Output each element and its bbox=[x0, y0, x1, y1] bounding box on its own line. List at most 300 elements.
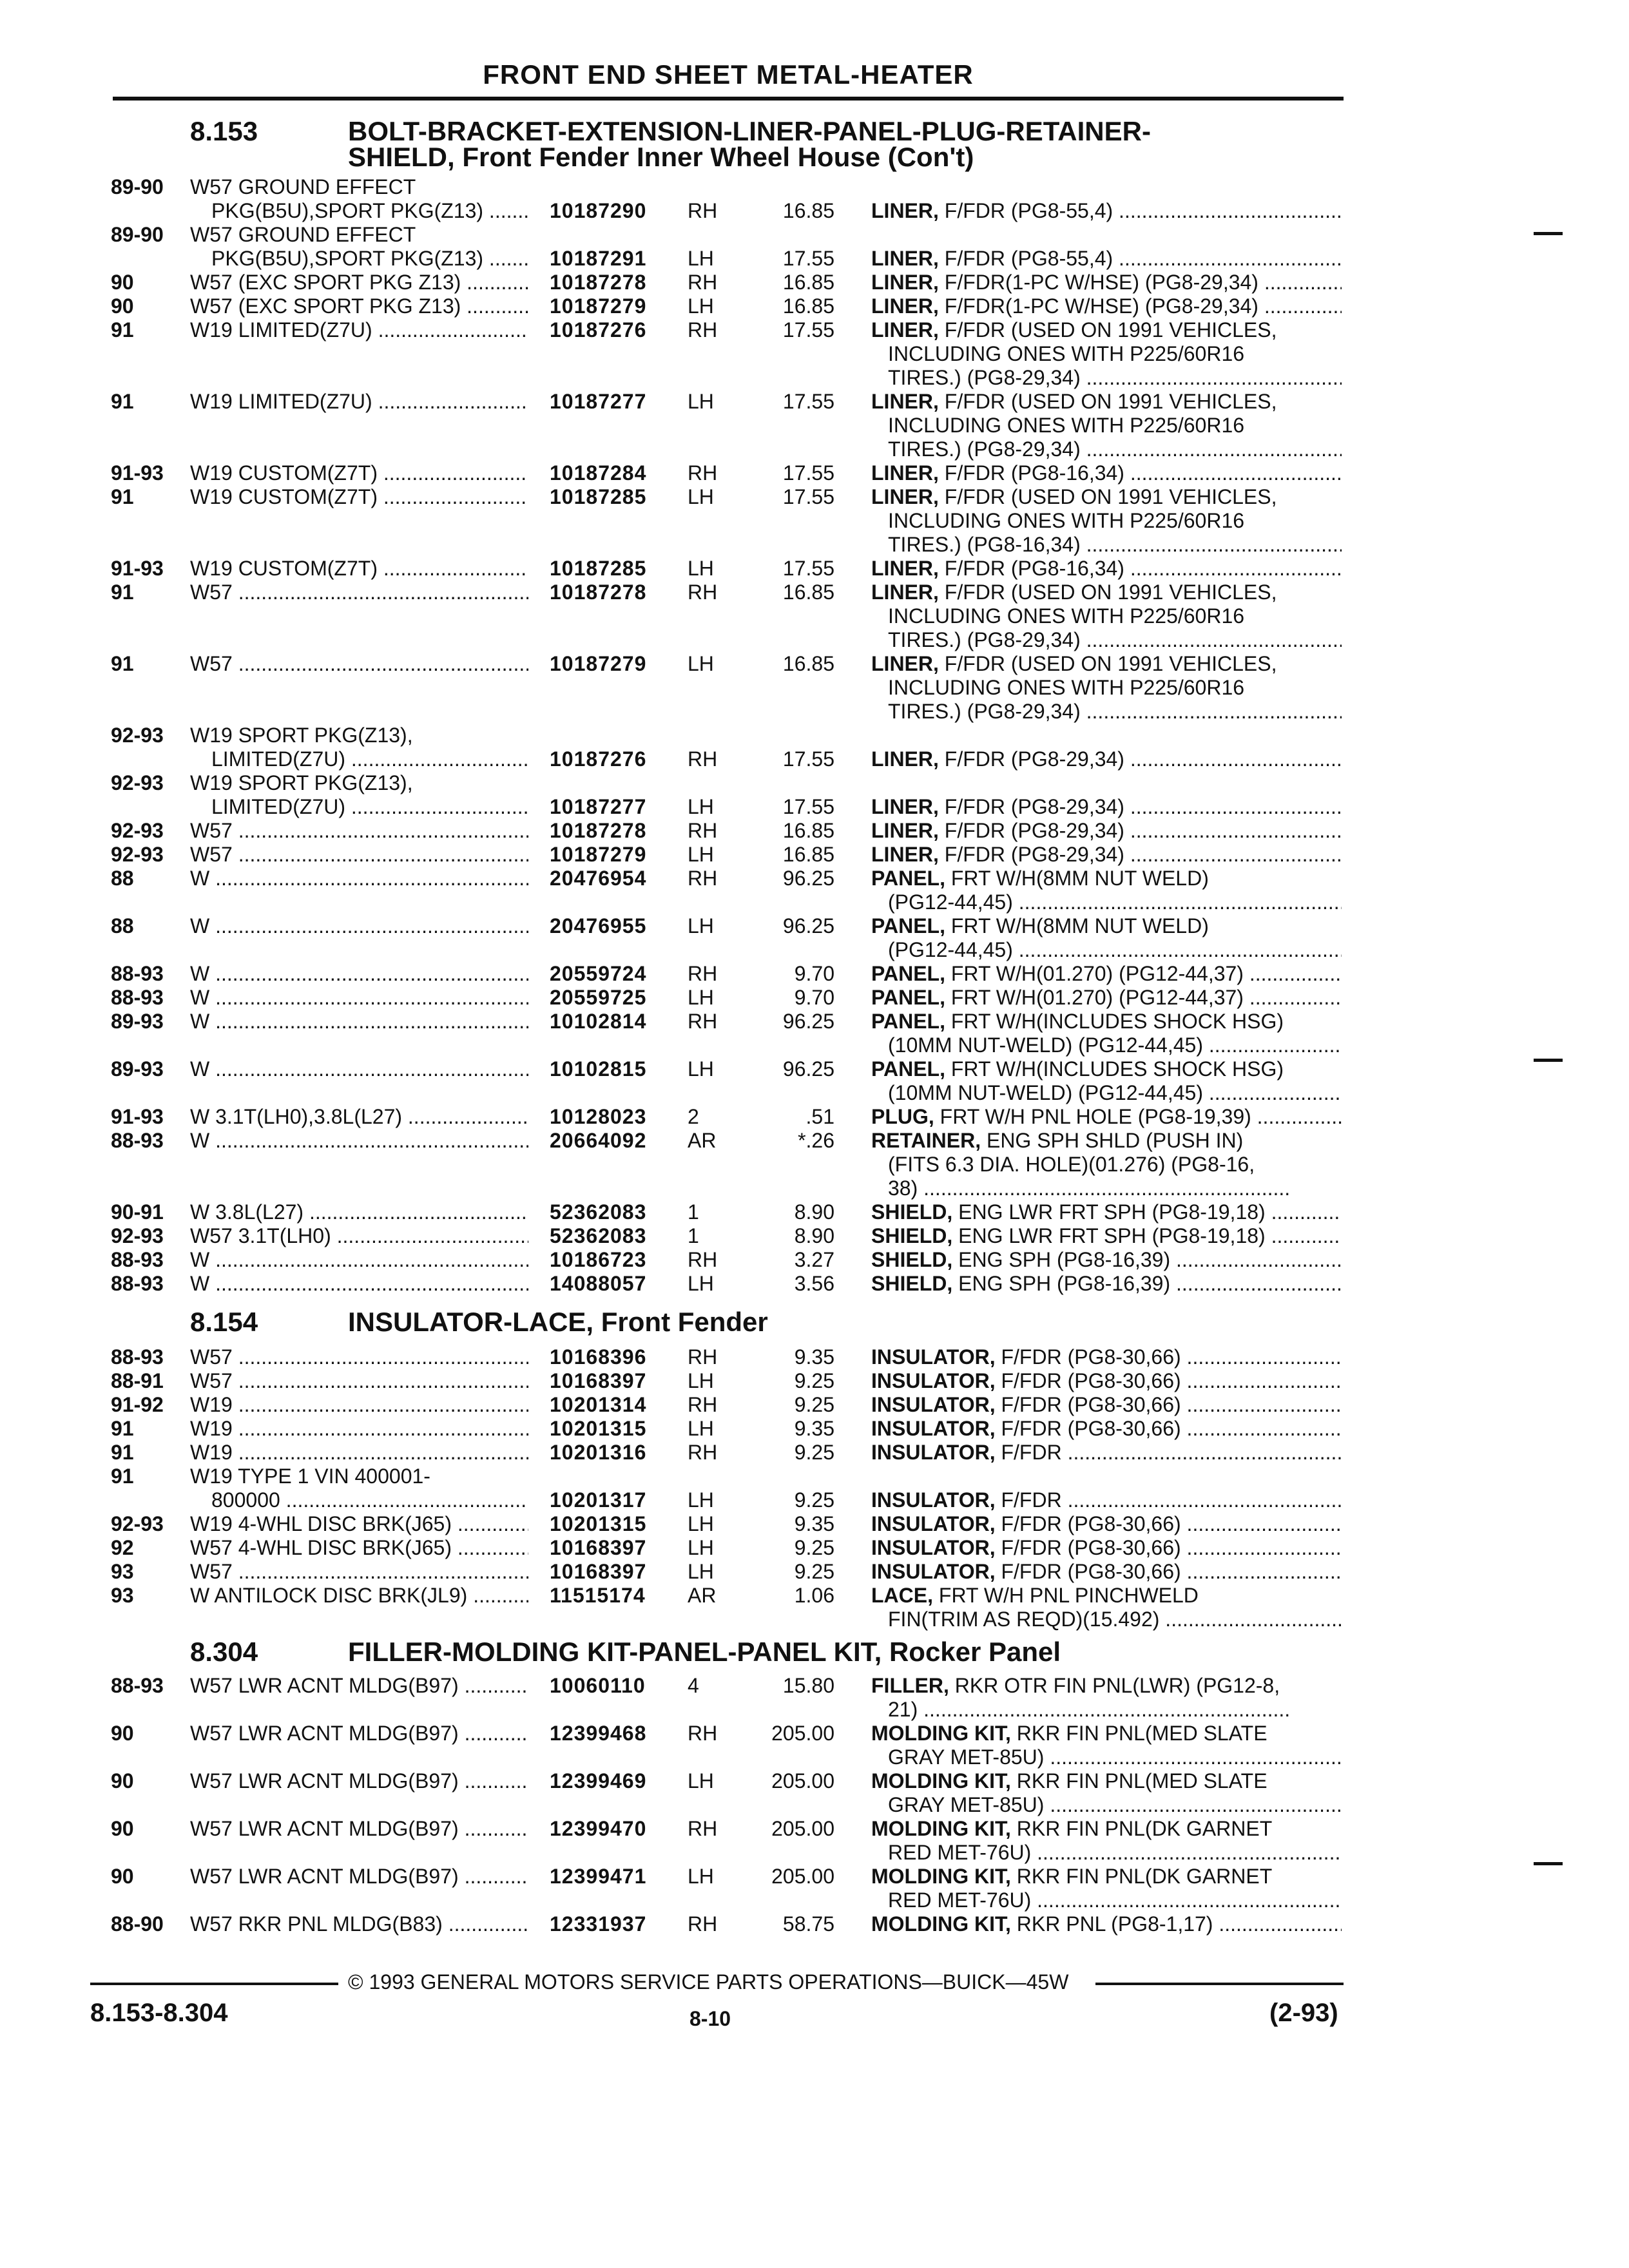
part-number: 12399468 bbox=[550, 1722, 647, 1745]
part-number: 10187277 bbox=[550, 795, 647, 818]
table-row bbox=[0, 795, 1629, 819]
part-name: INSULATOR, bbox=[871, 1536, 996, 1559]
application-desc: W19 SPORT PKG(Z13), bbox=[190, 724, 413, 747]
application-desc: W19 LIMITED(Z7U) ..... bbox=[190, 390, 528, 414]
table-row bbox=[0, 1584, 1629, 1608]
price: 16.85 bbox=[782, 294, 834, 318]
part-name: PANEL, bbox=[871, 914, 945, 937]
model-year: 89-90 bbox=[111, 223, 164, 246]
table-row bbox=[0, 1560, 1629, 1584]
part-detail: ENG SPH (PG8-16,39) bbox=[958, 1272, 1171, 1295]
application-desc: W57 LWR ACNT MLDG(B97) ..... bbox=[190, 1769, 528, 1793]
price: 9.25 bbox=[794, 1536, 834, 1559]
model-year: 93 bbox=[111, 1584, 134, 1607]
quantity: LH bbox=[688, 557, 714, 580]
quantity: RH bbox=[688, 199, 718, 222]
part-number: 52362083 bbox=[550, 1224, 647, 1247]
part-name: LINER, bbox=[871, 795, 939, 818]
model-year: 91 bbox=[111, 1441, 134, 1464]
part-name: INSULATOR, bbox=[871, 1560, 996, 1583]
page-title: FRONT END SHEET METAL-HEATER bbox=[483, 59, 974, 90]
part-number: 10187276 bbox=[550, 747, 647, 771]
header-rule bbox=[113, 97, 1344, 101]
table-row bbox=[0, 1248, 1629, 1272]
price: 16.85 bbox=[782, 843, 834, 866]
part-description bbox=[871, 1010, 1342, 1033]
model-year: 91-93 bbox=[111, 461, 164, 485]
part-name: INSULATOR, bbox=[871, 1345, 996, 1369]
part-description bbox=[871, 318, 1342, 342]
model-year: 92-93 bbox=[111, 1512, 164, 1535]
model-year: 88-91 bbox=[111, 1369, 164, 1392]
price: 17.55 bbox=[782, 747, 834, 771]
model-year: 90 bbox=[111, 271, 134, 294]
quantity: LH bbox=[688, 1512, 714, 1535]
quantity: LH bbox=[688, 1488, 714, 1512]
part-number: 10187285 bbox=[550, 557, 647, 580]
part-description bbox=[871, 1129, 1342, 1153]
part-name: INSULATOR, bbox=[871, 1512, 996, 1535]
part-number: 10187284 bbox=[550, 461, 647, 485]
part-detail: FIN(TRIM AS REQD)(15.492) bbox=[888, 1608, 1160, 1631]
application-desc: LIMITED(Z7U) ..... bbox=[211, 747, 528, 771]
quantity: LH bbox=[688, 1369, 714, 1392]
part-detail: (PG12-44,45) bbox=[888, 890, 1013, 914]
application-desc: W57 ..... bbox=[190, 581, 528, 604]
part-detail: F/FDR (PG8-30,66) bbox=[1001, 1560, 1181, 1583]
price: 9.35 bbox=[794, 1345, 834, 1369]
part-name: LINER, bbox=[871, 747, 939, 771]
part-detail: F/FDR (PG8-16,34) bbox=[944, 557, 1124, 580]
table-row bbox=[0, 485, 1629, 509]
price: 16.85 bbox=[782, 652, 834, 675]
quantity: RH bbox=[688, 819, 718, 842]
application-desc: LIMITED(Z7U) ..... bbox=[211, 795, 528, 819]
model-year: 91 bbox=[111, 1465, 134, 1488]
part-detail: F/FDR (PG8-29,34) bbox=[944, 747, 1124, 771]
part-detail: F/FDR (PG8-29,34) bbox=[944, 843, 1124, 866]
section-heading bbox=[190, 116, 1350, 172]
part-description bbox=[871, 247, 1342, 271]
footer-rule-right bbox=[1095, 1983, 1344, 1985]
price: 16.85 bbox=[782, 199, 834, 222]
model-year: 92-93 bbox=[111, 771, 164, 794]
part-detail: F/FDR (PG8-29,34) bbox=[944, 795, 1124, 818]
section-number: 8.153 bbox=[190, 116, 258, 146]
application-desc: W19 ..... bbox=[190, 1417, 528, 1441]
part-number: 10187277 bbox=[550, 390, 647, 413]
part-number: 10201315 bbox=[550, 1417, 647, 1440]
part-number: 10187279 bbox=[550, 652, 647, 675]
part-detail: (FITS 6.3 DIA. HOLE)(01.276) (PG8-16, bbox=[888, 1153, 1255, 1176]
model-year: 88-93 bbox=[111, 1272, 164, 1295]
section-number: 8.154 bbox=[190, 1307, 258, 1337]
application-desc: W57 ..... bbox=[190, 819, 528, 843]
application-desc: W ..... bbox=[190, 986, 528, 1010]
price: 16.85 bbox=[782, 581, 834, 604]
table-row bbox=[0, 414, 1629, 437]
quantity: LH bbox=[688, 914, 714, 937]
part-detail: TIRES.) (PG8-16,34) bbox=[888, 533, 1081, 556]
part-detail: RKR PNL (PG8-1,17) bbox=[1016, 1912, 1213, 1936]
part-name: RETAINER, bbox=[871, 1129, 981, 1152]
part-description bbox=[871, 843, 1342, 867]
part-name: MOLDING KIT, bbox=[871, 1769, 1011, 1792]
part-description bbox=[871, 819, 1342, 843]
price: 3.27 bbox=[794, 1248, 834, 1271]
table-row bbox=[0, 819, 1629, 843]
part-number: 10168397 bbox=[550, 1369, 647, 1392]
quantity: LH bbox=[688, 1272, 714, 1295]
table-row bbox=[0, 1698, 1629, 1722]
part-description bbox=[888, 1888, 1342, 1912]
model-year: 88 bbox=[111, 914, 134, 937]
application-desc: W57 ..... bbox=[190, 652, 528, 676]
table-row bbox=[0, 1393, 1629, 1417]
part-number: 20476954 bbox=[550, 867, 647, 890]
model-year: 88-93 bbox=[111, 1345, 164, 1369]
table-row bbox=[0, 437, 1629, 461]
price: 17.55 bbox=[782, 247, 834, 270]
part-description bbox=[871, 652, 1342, 676]
model-year: 88 bbox=[111, 867, 134, 890]
part-description bbox=[871, 986, 1342, 1010]
part-number: 10168396 bbox=[550, 1345, 647, 1369]
model-year: 90 bbox=[111, 1817, 134, 1840]
part-description bbox=[871, 962, 1342, 986]
part-name: MOLDING KIT, bbox=[871, 1817, 1011, 1840]
application-desc: W ANTILOCK DISC BRK(JL9) ..... bbox=[190, 1584, 528, 1608]
table-row bbox=[0, 1129, 1629, 1153]
part-name: LINER, bbox=[871, 318, 939, 341]
part-name: LINER, bbox=[871, 843, 939, 866]
table-row bbox=[0, 914, 1629, 938]
part-name: LINER, bbox=[871, 461, 939, 485]
part-detail: F/FDR (USED ON 1991 VEHICLES, bbox=[944, 652, 1277, 675]
part-name: INSULATOR, bbox=[871, 1441, 996, 1464]
part-description bbox=[888, 1841, 1342, 1865]
quantity: LH bbox=[688, 1057, 714, 1081]
table-row bbox=[0, 1865, 1629, 1888]
part-name: PANEL, bbox=[871, 1010, 945, 1033]
part-detail: RKR FIN PNL(DK GARNET bbox=[1016, 1865, 1273, 1888]
part-number: 12331937 bbox=[550, 1912, 647, 1936]
table-row bbox=[0, 199, 1629, 223]
table-row bbox=[0, 1224, 1629, 1248]
price: 1.06 bbox=[794, 1584, 834, 1607]
part-description bbox=[871, 1057, 1342, 1081]
part-name: PANEL, bbox=[871, 867, 945, 890]
table-row bbox=[0, 1033, 1629, 1057]
part-detail: (10MM NUT-WELD) (PG12-44,45) bbox=[888, 1033, 1203, 1057]
part-name: LINER, bbox=[871, 247, 939, 270]
part-number: 12399471 bbox=[550, 1865, 647, 1888]
part-description bbox=[871, 294, 1342, 318]
price: *.26 bbox=[798, 1129, 834, 1152]
table-row bbox=[0, 1081, 1629, 1105]
part-number: 10168397 bbox=[550, 1560, 647, 1583]
table-row bbox=[0, 1105, 1629, 1129]
part-detail: ENG SPH (PG8-16,39) bbox=[958, 1248, 1171, 1271]
table-row bbox=[0, 890, 1629, 914]
application-desc: W19 ..... bbox=[190, 1393, 528, 1417]
table-row bbox=[0, 1674, 1629, 1698]
table-row bbox=[0, 1057, 1629, 1081]
part-number: 10186723 bbox=[550, 1248, 647, 1271]
application-desc: W57 ..... bbox=[190, 1369, 528, 1393]
part-detail: F/FDR(1-PC W/HSE) (PG8-29,34) bbox=[944, 271, 1258, 294]
price: 17.55 bbox=[782, 390, 834, 413]
application-desc: 800000 ..... bbox=[211, 1488, 528, 1512]
part-number: 10201315 bbox=[550, 1512, 647, 1535]
table-row bbox=[0, 986, 1629, 1010]
part-description bbox=[888, 533, 1342, 557]
part-description bbox=[871, 1224, 1342, 1248]
part-number: 11515174 bbox=[550, 1584, 646, 1607]
part-number: 12399469 bbox=[550, 1769, 647, 1792]
part-name: SHIELD, bbox=[871, 1248, 953, 1271]
table-row bbox=[0, 1769, 1629, 1793]
quantity: LH bbox=[688, 390, 714, 413]
quantity: RH bbox=[688, 1441, 718, 1464]
part-name: MOLDING KIT, bbox=[871, 1865, 1011, 1888]
part-detail: F/FDR (PG8-55,4) bbox=[944, 247, 1113, 270]
part-detail: FRT W/H(INCLUDES SHOCK HSG) bbox=[950, 1057, 1284, 1081]
part-number: 10187291 bbox=[550, 247, 647, 270]
part-name: LINER, bbox=[871, 390, 939, 413]
part-detail: INCLUDING ONES WITH P225/60R16 bbox=[888, 509, 1245, 532]
model-year: 93 bbox=[111, 1560, 134, 1583]
part-number: 20664092 bbox=[550, 1129, 647, 1152]
part-number: 20559725 bbox=[550, 986, 647, 1009]
part-name: INSULATOR, bbox=[871, 1488, 996, 1512]
quantity: LH bbox=[688, 485, 714, 508]
part-description bbox=[871, 1200, 1342, 1224]
part-description bbox=[871, 390, 1342, 414]
application-desc: W ..... bbox=[190, 1057, 528, 1081]
part-detail: RED MET-76U) bbox=[888, 1888, 1032, 1912]
table-row bbox=[0, 628, 1629, 652]
part-number: 10102814 bbox=[550, 1010, 647, 1033]
table-row bbox=[0, 1177, 1629, 1200]
quantity: 1 bbox=[688, 1224, 699, 1247]
part-detail: F/FDR bbox=[1001, 1441, 1062, 1464]
application-desc: W57 4-WHL DISC BRK(J65) ..... bbox=[190, 1536, 528, 1560]
part-description bbox=[871, 1345, 1342, 1369]
part-name: FILLER, bbox=[871, 1674, 949, 1697]
application-desc: W57 LWR ACNT MLDG(B97) ..... bbox=[190, 1674, 528, 1698]
price: 17.55 bbox=[782, 485, 834, 508]
table-row bbox=[0, 294, 1629, 318]
application-desc: W57 3.1T(LH0) ..... bbox=[190, 1224, 528, 1248]
part-description bbox=[871, 199, 1342, 223]
application-desc: W19 ..... bbox=[190, 1441, 528, 1465]
part-detail: 21) bbox=[888, 1698, 918, 1721]
price: 8.90 bbox=[794, 1224, 834, 1247]
model-year: 91-93 bbox=[111, 557, 164, 580]
part-description bbox=[871, 1722, 1342, 1745]
part-description bbox=[871, 557, 1342, 581]
model-year: 88-93 bbox=[111, 1674, 164, 1697]
application-desc: W ..... bbox=[190, 1248, 528, 1272]
section-number: 8.304 bbox=[190, 1637, 258, 1667]
part-description bbox=[871, 1769, 1342, 1793]
price: 205.00 bbox=[771, 1769, 834, 1792]
part-number: 10187276 bbox=[550, 318, 647, 341]
table-row bbox=[0, 1417, 1629, 1441]
quantity: RH bbox=[688, 1722, 718, 1745]
quantity: RH bbox=[688, 461, 718, 485]
table-row bbox=[0, 962, 1629, 986]
model-year: 89-93 bbox=[111, 1010, 164, 1033]
part-description bbox=[888, 676, 1342, 700]
price: 58.75 bbox=[782, 1912, 834, 1936]
table-row bbox=[0, 1888, 1629, 1912]
application-desc: W ..... bbox=[190, 962, 528, 986]
part-detail: (10MM NUT-WELD) (PG12-44,45) bbox=[888, 1081, 1203, 1104]
part-description bbox=[888, 1698, 1342, 1722]
table-row bbox=[0, 247, 1629, 271]
quantity: LH bbox=[688, 652, 714, 675]
part-description bbox=[888, 938, 1342, 962]
part-number: 10187278 bbox=[550, 581, 647, 604]
part-detail: F/FDR (PG8-30,66) bbox=[1001, 1393, 1181, 1416]
table-row bbox=[0, 867, 1629, 890]
quantity: LH bbox=[688, 247, 714, 270]
application-desc: W19 4-WHL DISC BRK(J65) ..... bbox=[190, 1512, 528, 1536]
model-year: 91 bbox=[111, 318, 134, 341]
model-year: 90 bbox=[111, 1769, 134, 1792]
part-detail: ENG SPH SHLD (PUSH IN) bbox=[986, 1129, 1244, 1152]
part-number: 20559724 bbox=[550, 962, 647, 985]
application-desc: W19 CUSTOM(Z7T) ..... bbox=[190, 557, 528, 581]
model-year: 90-91 bbox=[111, 1200, 164, 1224]
quantity: RH bbox=[688, 318, 718, 341]
price: 205.00 bbox=[771, 1722, 834, 1745]
part-description bbox=[888, 1177, 1342, 1200]
part-description bbox=[888, 366, 1342, 390]
part-detail: INCLUDING ONES WITH P225/60R16 bbox=[888, 414, 1245, 437]
model-year: 88-93 bbox=[111, 962, 164, 985]
price: 17.55 bbox=[782, 795, 834, 818]
part-detail: FRT W/H(8MM NUT WELD) bbox=[950, 914, 1209, 937]
part-number: 10201317 bbox=[550, 1488, 647, 1512]
quantity: RH bbox=[688, 1912, 718, 1936]
part-description bbox=[871, 1105, 1342, 1129]
part-description bbox=[871, 867, 1342, 890]
application-desc: W57 GROUND EFFECT bbox=[190, 223, 416, 246]
price: 9.35 bbox=[794, 1512, 834, 1535]
model-year: 88-93 bbox=[111, 1248, 164, 1271]
table-row bbox=[0, 533, 1629, 557]
part-detail: FRT W/H PNL PINCHWELD bbox=[938, 1584, 1199, 1607]
part-detail: INCLUDING ONES WITH P225/60R16 bbox=[888, 676, 1245, 699]
part-detail: F/FDR (USED ON 1991 VEHICLES, bbox=[944, 390, 1277, 413]
part-number: 10060110 bbox=[550, 1674, 646, 1697]
part-detail: RKR FIN PNL(MED SLATE bbox=[1016, 1722, 1268, 1745]
application-desc: W57 ..... bbox=[190, 843, 528, 867]
price: 9.25 bbox=[794, 1560, 834, 1583]
application-desc: W 3.8L(L27) ..... bbox=[190, 1200, 528, 1224]
part-detail: FRT W/H PNL HOLE (PG8-19,39) bbox=[940, 1105, 1251, 1128]
application-desc: W57 (EXC SPORT PKG Z13) ..... bbox=[190, 271, 528, 294]
quantity: RH bbox=[688, 1393, 718, 1416]
table-row bbox=[0, 676, 1629, 700]
table-row bbox=[0, 771, 1629, 795]
application-desc: W57 LWR ACNT MLDG(B97) ..... bbox=[190, 1817, 528, 1841]
application-desc: W57 LWR ACNT MLDG(B97) ..... bbox=[190, 1865, 528, 1888]
part-detail: INCLUDING ONES WITH P225/60R16 bbox=[888, 342, 1245, 365]
part-name: INSULATOR, bbox=[871, 1417, 996, 1440]
table-row bbox=[0, 604, 1629, 628]
quantity: LH bbox=[688, 986, 714, 1009]
part-detail: TIRES.) (PG8-29,34) bbox=[888, 437, 1081, 461]
table-row bbox=[0, 700, 1629, 724]
table-row bbox=[0, 1010, 1629, 1033]
part-description bbox=[871, 1369, 1342, 1393]
model-year: 91 bbox=[111, 1417, 134, 1440]
model-year: 88-93 bbox=[111, 1129, 164, 1152]
price: 9.25 bbox=[794, 1488, 834, 1512]
model-year: 88-90 bbox=[111, 1912, 164, 1936]
part-detail: F/FDR(1-PC W/HSE) (PG8-29,34) bbox=[944, 294, 1258, 318]
part-name: LINER, bbox=[871, 271, 939, 294]
part-description bbox=[871, 747, 1342, 771]
part-detail: F/FDR (USED ON 1991 VEHICLES, bbox=[944, 318, 1277, 341]
part-description bbox=[871, 1817, 1342, 1841]
part-name: LACE, bbox=[871, 1584, 933, 1607]
quantity: 4 bbox=[688, 1674, 699, 1697]
part-description bbox=[871, 485, 1342, 509]
quantity: 2 bbox=[688, 1105, 699, 1128]
part-detail: GRAY MET-85U) bbox=[888, 1745, 1045, 1769]
table-row bbox=[0, 1536, 1629, 1560]
part-name: MOLDING KIT, bbox=[871, 1912, 1011, 1936]
model-year: 90 bbox=[111, 1722, 134, 1745]
part-description bbox=[888, 414, 1342, 437]
price: 9.70 bbox=[794, 986, 834, 1009]
part-description bbox=[871, 1674, 1342, 1698]
part-number: 10187285 bbox=[550, 485, 647, 508]
table-row bbox=[0, 509, 1629, 533]
quantity: RH bbox=[688, 581, 718, 604]
part-name: LINER, bbox=[871, 652, 939, 675]
table-row bbox=[0, 1465, 1629, 1488]
part-name: LINER, bbox=[871, 819, 939, 842]
part-detail: F/FDR (USED ON 1991 VEHICLES, bbox=[944, 581, 1277, 604]
application-desc: W ..... bbox=[190, 1010, 528, 1033]
part-detail: TIRES.) (PG8-29,34) bbox=[888, 366, 1081, 389]
model-year: 91 bbox=[111, 390, 134, 413]
price: 16.85 bbox=[782, 819, 834, 842]
quantity: LH bbox=[688, 1769, 714, 1792]
table-row bbox=[0, 1272, 1629, 1296]
price: 17.55 bbox=[782, 318, 834, 341]
application-desc: W19 TYPE 1 VIN 400001- bbox=[190, 1465, 430, 1488]
part-detail: RKR OTR FIN PNL(LWR) (PG12-8, bbox=[954, 1674, 1280, 1697]
application-desc: W19 CUSTOM(Z7T) ..... bbox=[190, 485, 528, 509]
part-description bbox=[888, 700, 1342, 724]
application-desc: W ..... bbox=[190, 914, 528, 938]
part-number: 10168397 bbox=[550, 1536, 647, 1559]
model-year: 89-93 bbox=[111, 1057, 164, 1081]
price: 96.25 bbox=[782, 867, 834, 890]
part-detail: (PG12-44,45) bbox=[888, 938, 1013, 961]
margin-mark bbox=[1534, 232, 1563, 235]
table-row bbox=[0, 581, 1629, 604]
price: 3.56 bbox=[794, 1272, 834, 1295]
price: 17.55 bbox=[782, 461, 834, 485]
